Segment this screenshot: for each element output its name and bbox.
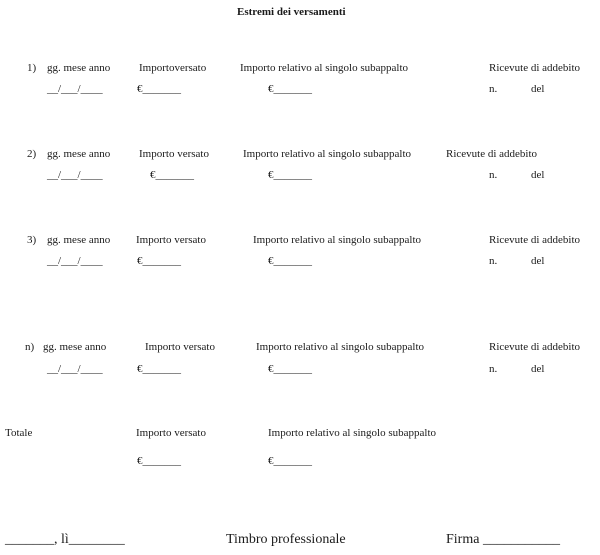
- subcontract-blank: €_______: [268, 169, 312, 181]
- amount-header: Importoversato: [139, 62, 207, 74]
- receipt-number-label: n.: [489, 83, 498, 95]
- subcontract-blank: €_______: [268, 255, 312, 267]
- subcontract-header: Importo relativo al singolo subappalto: [253, 234, 422, 246]
- entry-number: 3): [27, 234, 37, 246]
- receipt-header: Ricevute di addebito: [489, 341, 581, 353]
- date-blank: __/___/____: [47, 363, 103, 375]
- document-title: Estremi dei versamenti: [237, 6, 346, 18]
- receipt-header: Ricevute di addebito: [489, 62, 581, 74]
- amount-blank: €_______: [137, 255, 181, 267]
- entry-number: 2): [27, 148, 37, 160]
- subcontract-header: Importo relativo al singolo subappalto: [243, 148, 412, 160]
- professional-stamp-label: Timbro professionale: [226, 532, 346, 547]
- receipt-date-label: del: [531, 255, 545, 267]
- total-subcontract-header: Importo relativo al singolo subappalto: [268, 427, 437, 439]
- date-blank: __/___/____: [47, 83, 103, 95]
- receipt-header: Ricevute di addebito: [489, 234, 581, 246]
- total-label: Totale: [5, 427, 33, 439]
- receipt-date-label: del: [531, 169, 545, 181]
- date-header: gg. mese anno: [47, 234, 111, 246]
- entry-number: 1): [27, 62, 37, 74]
- subcontract-blank: €_______: [268, 83, 312, 95]
- amount-blank: €_______: [150, 169, 194, 181]
- amount-header: Importo versato: [145, 341, 215, 353]
- amount-blank: €_______: [137, 83, 181, 95]
- signature-line: Firma ___________: [446, 532, 560, 547]
- place-date-line: _______, lì________: [5, 532, 125, 547]
- entry-number: n): [25, 341, 35, 353]
- amount-header: Importo versato: [136, 234, 206, 246]
- date-blank: __/___/____: [47, 255, 103, 267]
- total-subcontract-blank: €_______: [268, 455, 312, 467]
- receipt-date-label: del: [531, 83, 545, 95]
- receipt-number-label: n.: [489, 169, 498, 181]
- subcontract-header: Importo relativo al singolo subappalto: [256, 341, 425, 353]
- receipt-number-label: n.: [489, 255, 498, 267]
- total-amount-blank: €_______: [137, 455, 181, 467]
- subcontract-header: Importo relativo al singolo subappalto: [240, 62, 409, 74]
- amount-blank: €_______: [137, 363, 181, 375]
- total-amount-header: Importo versato: [136, 427, 206, 439]
- amount-header: Importo versato: [139, 148, 209, 160]
- date-header: gg. mese anno: [43, 341, 107, 353]
- receipt-header: Ricevute di addebito: [446, 148, 538, 160]
- date-header: gg. mese anno: [47, 148, 111, 160]
- receipt-number-label: n.: [489, 363, 498, 375]
- date-header: gg. mese anno: [47, 62, 111, 74]
- date-blank: __/___/____: [47, 169, 103, 181]
- receipt-date-label: del: [531, 363, 545, 375]
- subcontract-blank: €_______: [268, 363, 312, 375]
